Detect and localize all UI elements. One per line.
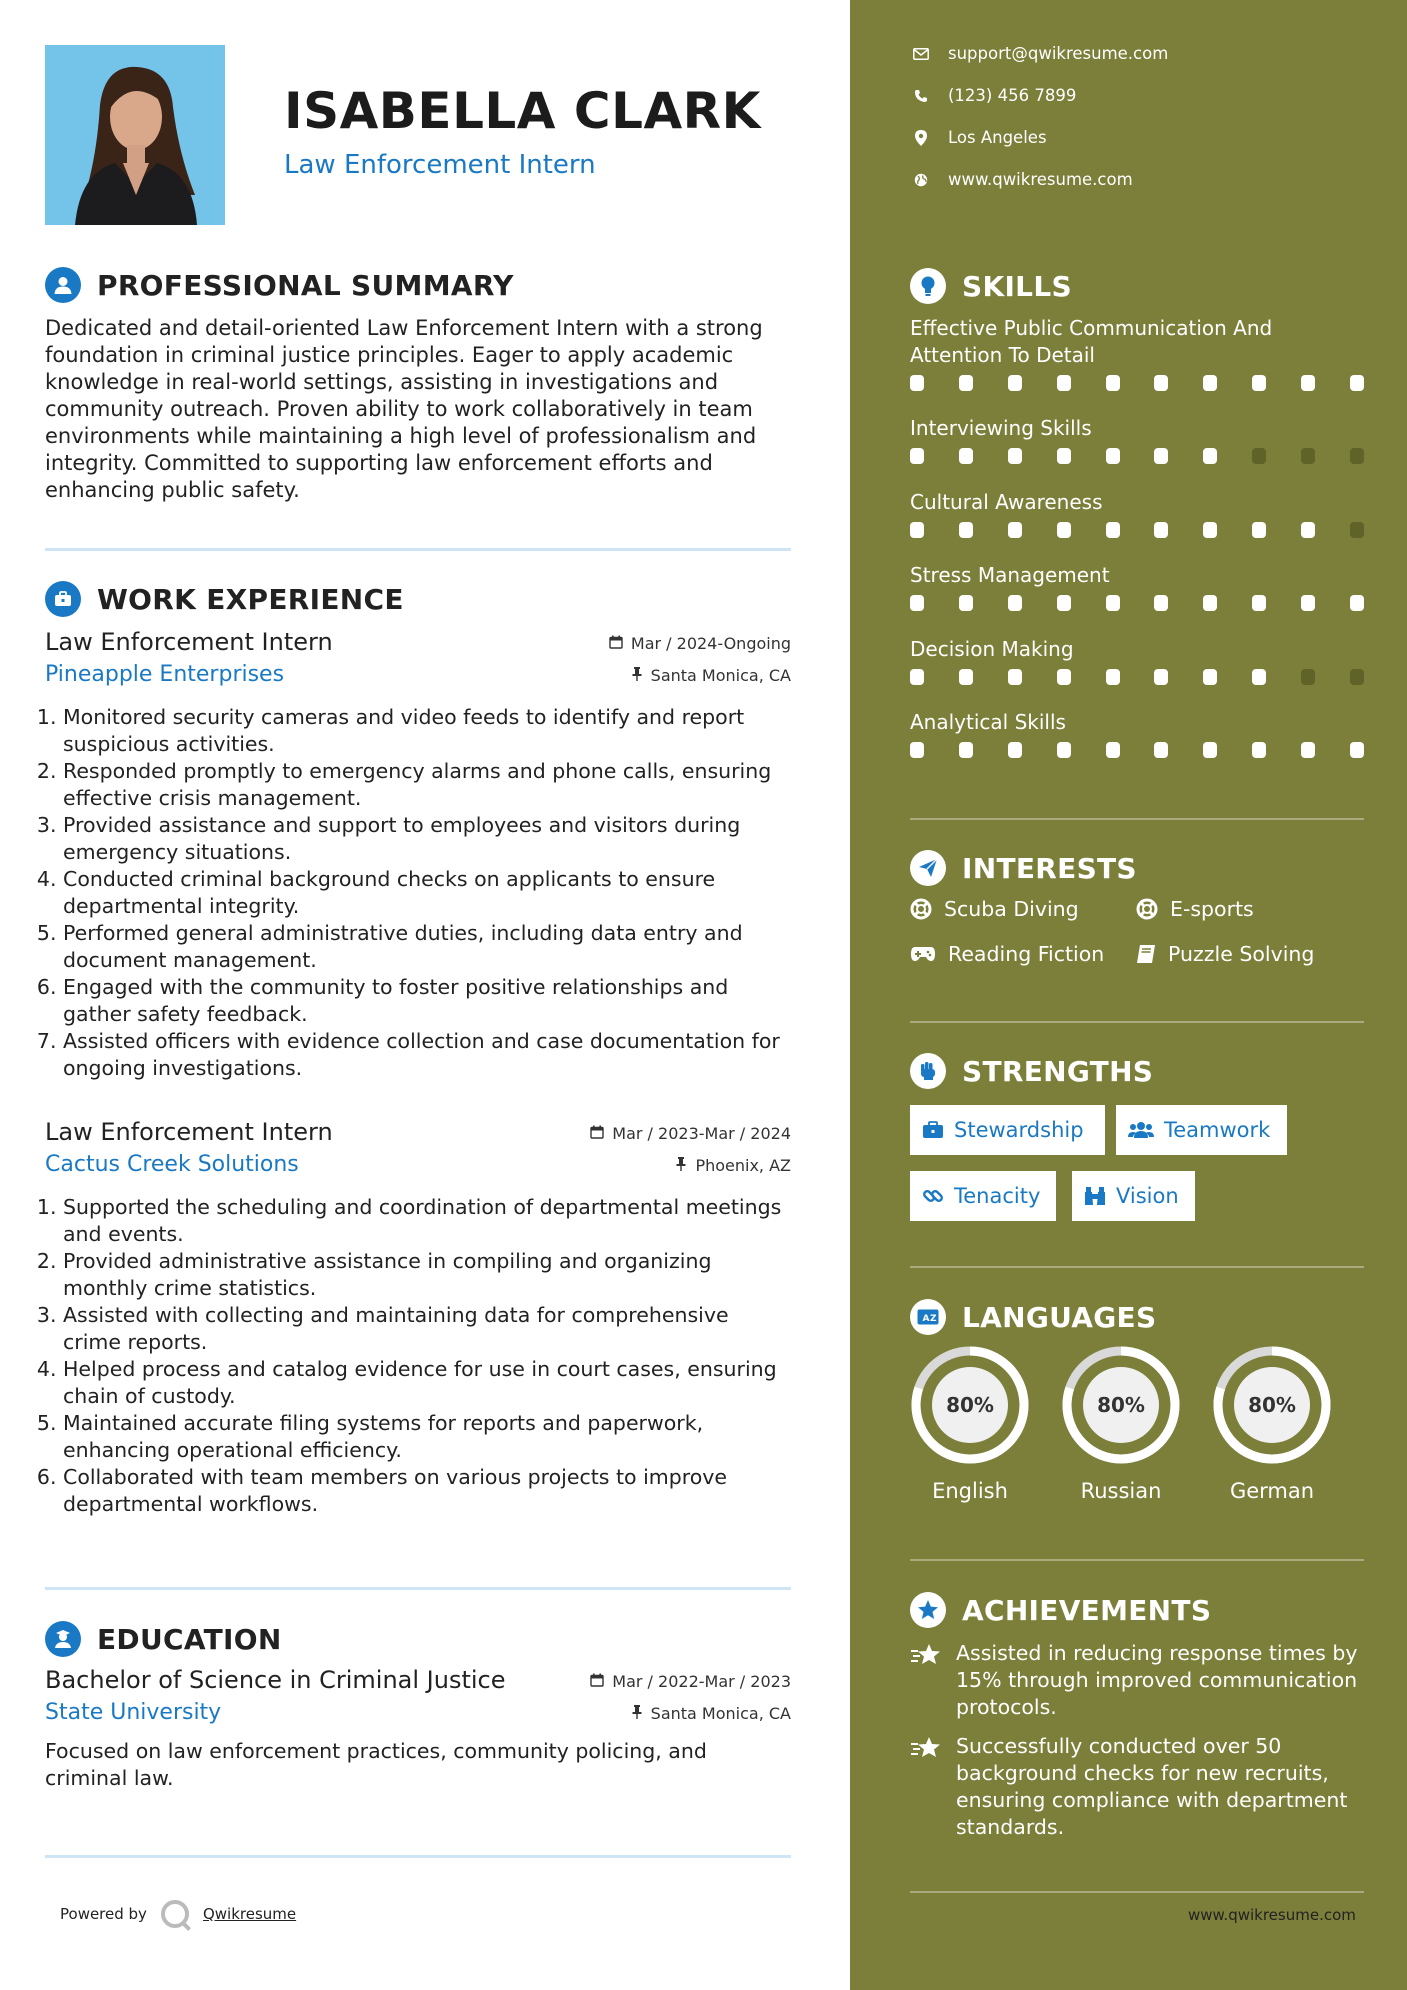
achievements-header — [910, 1592, 1211, 1628]
language-name: Russian — [1080, 1479, 1162, 1503]
rating-dot — [1203, 669, 1217, 685]
skill-name: Effective Public Communication And Attention To Detail — [910, 316, 1273, 367]
section-divider — [910, 818, 1364, 820]
qwikresume-logo-icon — [161, 1900, 189, 1928]
summary-title: PROFESSIONAL SUMMARY — [97, 268, 514, 302]
rating-dot — [1057, 742, 1071, 758]
summary-header — [45, 267, 514, 303]
education-header — [45, 1621, 282, 1657]
skill-item — [910, 489, 1364, 538]
rating-dot — [1203, 375, 1217, 391]
rating-dot — [1008, 669, 1022, 685]
degree-title: Bachelor of Science in Criminal Justice — [45, 1666, 506, 1694]
rating-dot — [1350, 595, 1364, 611]
strengths-header — [910, 1053, 1153, 1089]
interest-label: Scuba Diving — [944, 897, 1079, 921]
section-divider — [910, 1891, 1364, 1893]
candidate-name: ISABELLA CLARK — [284, 82, 761, 140]
rating-dot — [1203, 742, 1217, 758]
contact-phone — [912, 86, 1076, 105]
language-ring — [910, 1345, 1030, 1465]
email-text[interactable]: support@qwikresume.com — [948, 44, 1169, 63]
candidate-role: Law Enforcement Intern — [284, 150, 596, 180]
rating-dot — [1252, 522, 1266, 538]
briefcase-icon — [45, 581, 81, 617]
rating-dot — [1057, 522, 1071, 538]
language-percent: 80% — [1248, 1393, 1296, 1417]
list-item: 2. Provided administrative assistance in compiling and organizing monthly crime statistics. — [63, 1248, 791, 1302]
interests-header — [910, 850, 1137, 886]
education-entry — [45, 1666, 791, 1792]
rating-dot — [1154, 448, 1168, 464]
rating-dot — [910, 595, 924, 611]
skill-name: Interviewing Skills — [910, 416, 1092, 440]
language-percent: 80% — [946, 1393, 994, 1417]
rating-dot — [959, 595, 973, 611]
summary-text: Dedicated and detail-oriented Law Enforcement Intern with a strong foundation in criminal justice principles. Eager to apply academic knowledge in real-world settings, assisting in investigations and community outreach. Proven ability to work collaboratively in team environments while maintaining a high level of professionalism and integrity. Committed to supporting law enforcement efforts and enhancing public safety. — [45, 316, 763, 502]
envelope-icon — [912, 48, 930, 60]
star-badge-icon — [910, 1592, 946, 1628]
skill-name: Analytical Skills — [910, 710, 1066, 734]
achievement-text: Assisted in reducing response times by 15% through improved communication protocols. — [956, 1641, 1358, 1719]
skill-item — [910, 636, 1364, 685]
strength-badge — [1072, 1171, 1195, 1221]
globe-icon — [912, 173, 930, 187]
rating-dot — [1154, 669, 1168, 685]
job-title: Law Enforcement Intern — [45, 1118, 333, 1146]
languages-title: LANGUAGES — [962, 1300, 1157, 1334]
rating-dot — [1106, 375, 1120, 391]
interests-title: INTERESTS — [962, 851, 1137, 885]
strength-label: Teamwork — [1164, 1118, 1271, 1142]
rating-dot — [1106, 448, 1120, 464]
job-location-text: Santa Monica, CA — [650, 666, 791, 685]
rating-dot — [1301, 742, 1315, 758]
rating-dot — [1350, 375, 1364, 391]
skills-title: SKILLS — [962, 269, 1072, 303]
brand-link[interactable]: Qwikresume — [202, 1905, 297, 1923]
school-name: State University — [45, 1700, 222, 1725]
language-icon — [910, 1299, 946, 1335]
job-location — [675, 1156, 791, 1175]
svg-text:A: A — [922, 1314, 930, 1324]
languages-header — [910, 1299, 1156, 1335]
rating-dot — [910, 448, 924, 464]
pin-icon — [675, 1156, 687, 1175]
skill-name: Stress Management — [910, 563, 1110, 587]
section-divider — [45, 548, 791, 551]
list-item: 4. Helped process and catalog evidence for use in court cases, ensuring chain of custody. — [63, 1356, 791, 1410]
users-icon — [1128, 1121, 1154, 1139]
gamepad-icon — [910, 946, 936, 962]
lifebuoy-icon — [1136, 898, 1158, 920]
lightbulb-icon — [910, 268, 946, 304]
profile-photo — [45, 45, 225, 225]
calendar-icon — [590, 1124, 604, 1143]
interest-item — [1136, 897, 1254, 921]
achievements-title: ACHIEVEMENTS — [962, 1593, 1212, 1627]
rating-dot — [1301, 448, 1315, 464]
list-item: 1. Supported the scheduling and coordination of departmental meetings and events. — [63, 1194, 791, 1248]
link-icon — [922, 1185, 944, 1207]
rating-dot — [1154, 595, 1168, 611]
skill-item — [910, 562, 1364, 611]
phone-text[interactable]: (123) 456 7899 — [948, 86, 1077, 105]
pin-icon — [631, 666, 643, 685]
rating-dot — [1301, 669, 1315, 685]
job-entry — [45, 628, 791, 1082]
list-item: 7. Assisted officers with evidence collection and case documentation for ongoing investigations. — [63, 1028, 791, 1082]
strength-label: Vision — [1116, 1184, 1179, 1208]
skill-rating — [910, 522, 1364, 538]
experience-header — [45, 581, 404, 617]
section-divider — [910, 1559, 1364, 1561]
rating-dot — [959, 375, 973, 391]
powered-by-label: Powered by — [60, 1905, 147, 1923]
contact-website — [912, 170, 1133, 189]
education-description: Focused on law enforcement practices, community policing, and criminal law. — [45, 1739, 707, 1790]
skill-rating — [910, 742, 1364, 758]
strength-badge — [910, 1171, 1056, 1221]
rating-dot — [1252, 595, 1266, 611]
rating-dot — [910, 522, 924, 538]
phone-icon — [912, 89, 930, 103]
language-name: German — [1229, 1479, 1315, 1503]
rating-dot — [1106, 742, 1120, 758]
experience-title: WORK EXPERIENCE — [97, 582, 404, 616]
interest-item — [910, 897, 1079, 921]
rating-dot — [1154, 375, 1168, 391]
rating-dot — [910, 375, 924, 391]
rating-dot — [1252, 448, 1266, 464]
skills-header — [910, 268, 1072, 304]
rating-dot — [1008, 595, 1022, 611]
rating-dot — [1252, 375, 1266, 391]
rating-dot — [959, 448, 973, 464]
paper-plane-icon — [910, 850, 946, 886]
language-item — [1212, 1345, 1332, 1503]
rating-dot — [1154, 522, 1168, 538]
skill-rating — [910, 448, 1364, 464]
skill-rating — [910, 595, 1364, 611]
language-ring — [1061, 1345, 1181, 1465]
job-location — [631, 666, 791, 685]
rating-dot — [1301, 375, 1315, 391]
rating-dot — [1008, 448, 1022, 464]
strengths-title: STRENGTHS — [962, 1054, 1154, 1088]
job-date-text: Mar / 2023-Mar / 2024 — [612, 1124, 791, 1143]
rating-dot — [1106, 522, 1120, 538]
job-entry — [45, 1118, 791, 1518]
rating-dot — [1106, 669, 1120, 685]
job-date — [609, 634, 791, 653]
rating-dot — [1252, 742, 1266, 758]
job-company: Cactus Creek Solutions — [45, 1152, 299, 1177]
rating-dot — [1057, 669, 1071, 685]
rating-dot — [1350, 669, 1364, 685]
section-divider — [910, 1021, 1364, 1023]
interest-label: Reading Fiction — [948, 942, 1105, 966]
section-divider — [910, 1266, 1364, 1268]
achievement-text: Successfully conducted over 50 background checks for new recruits, ensuring compliance with department standards. — [956, 1734, 1348, 1839]
contact-location — [912, 128, 1047, 147]
education-title: EDUCATION — [97, 1622, 282, 1656]
language-item — [1061, 1345, 1181, 1503]
job-date-text: Mar / 2024-Ongoing — [630, 634, 791, 653]
rating-dot — [1008, 742, 1022, 758]
list-item: 4. Conducted criminal background checks on applicants to ensure departmental integrity. — [63, 866, 791, 920]
calendar-icon — [609, 634, 623, 653]
powered-by — [60, 1900, 296, 1928]
skill-name: Decision Making — [910, 637, 1074, 661]
language-ring — [1212, 1345, 1332, 1465]
rating-dot — [1350, 742, 1364, 758]
achievement-item — [910, 1640, 1364, 1721]
interest-item — [1136, 942, 1314, 966]
website-text[interactable]: www.qwikresume.com — [948, 170, 1133, 189]
rating-dot — [1301, 522, 1315, 538]
contact-email — [912, 44, 1168, 63]
education-date — [590, 1672, 791, 1691]
rating-dot — [910, 742, 924, 758]
briefcase-icon — [922, 1121, 944, 1139]
interest-label: E-sports — [1170, 897, 1254, 921]
rating-dot — [1057, 448, 1071, 464]
fist-icon — [910, 1053, 946, 1089]
rating-dot — [1008, 375, 1022, 391]
rating-dot — [959, 742, 973, 758]
job-location-text: Phoenix, AZ — [695, 1156, 791, 1175]
strength-label: Tenacity — [954, 1184, 1041, 1208]
star-icon — [910, 1733, 946, 1841]
rating-dot — [1154, 742, 1168, 758]
pin-icon — [631, 1704, 643, 1723]
job-title: Law Enforcement Intern — [45, 628, 333, 656]
calendar-icon — [590, 1672, 604, 1691]
map-marker-icon — [912, 130, 930, 146]
rating-dot — [1203, 595, 1217, 611]
sidebar — [850, 0, 1407, 1990]
interest-item — [910, 942, 1104, 966]
rating-dot — [1203, 522, 1217, 538]
skill-rating — [910, 669, 1364, 685]
rating-dot — [1350, 448, 1364, 464]
rating-dot — [910, 669, 924, 685]
list-item: 6. Engaged with the community to foster positive relationships and gather safety feedback. — [63, 974, 791, 1028]
rating-dot — [1057, 375, 1071, 391]
footer-website[interactable]: www.qwikresume.com — [1188, 1906, 1356, 1924]
rating-dot — [1057, 595, 1071, 611]
job-date — [590, 1124, 791, 1143]
education-date-text: Mar / 2022-Mar / 2023 — [612, 1672, 791, 1691]
rating-dot — [959, 522, 973, 538]
rating-dot — [1252, 669, 1266, 685]
svg-text:Z: Z — [930, 1314, 937, 1324]
list-item: 3. Assisted with collecting and maintaining data for comprehensive crime reports. — [63, 1302, 791, 1356]
strength-label: Stewardship — [954, 1118, 1084, 1142]
graduation-cap-icon — [45, 1621, 81, 1657]
rating-dot — [1301, 595, 1315, 611]
section-divider — [45, 1587, 791, 1590]
skill-name: Cultural Awareness — [910, 490, 1103, 514]
lifebuoy-icon — [910, 898, 932, 920]
list-item: 6. Collaborated with team members on various projects to improve departmental workflows. — [63, 1464, 791, 1518]
list-item: 1. Monitored security cameras and video feeds to identify and report suspicious activities. — [63, 704, 791, 758]
rating-dot — [1106, 595, 1120, 611]
rating-dot — [1203, 448, 1217, 464]
skill-item — [910, 315, 1364, 391]
list-item: 2. Responded promptly to emergency alarms and phone calls, ensuring effective crisis management. — [63, 758, 791, 812]
education-location — [631, 1704, 791, 1723]
job-bullets — [45, 704, 791, 1082]
binoculars-icon — [1084, 1186, 1106, 1206]
skill-rating — [910, 375, 1364, 391]
rating-dot — [959, 669, 973, 685]
location-text: Los Angeles — [948, 128, 1047, 147]
book-icon — [1136, 944, 1156, 964]
job-bullets — [45, 1194, 791, 1518]
list-item: 5. Maintained accurate filing systems for reports and paperwork, enhancing operational efficiency. — [63, 1410, 791, 1464]
education-location-text: Santa Monica, CA — [650, 1704, 791, 1723]
strength-badge — [910, 1105, 1105, 1155]
user-icon — [45, 267, 81, 303]
job-company: Pineapple Enterprises — [45, 662, 285, 687]
skill-item — [910, 415, 1364, 464]
skill-item — [910, 709, 1364, 758]
language-name: English — [932, 1479, 1008, 1503]
list-item: 5. Performed general administrative duties, including data entry and document management. — [63, 920, 791, 974]
language-item — [910, 1345, 1030, 1503]
list-item: 3. Provided assistance and support to employees and visitors during emergency situations. — [63, 812, 791, 866]
rating-dot — [1350, 522, 1364, 538]
strength-badge — [1116, 1105, 1287, 1155]
section-divider — [45, 1855, 791, 1858]
achievement-item — [910, 1733, 1364, 1841]
rating-dot — [1008, 522, 1022, 538]
star-icon — [910, 1640, 946, 1721]
interest-label: Puzzle Solving — [1168, 942, 1315, 966]
language-percent: 80% — [1097, 1393, 1145, 1417]
